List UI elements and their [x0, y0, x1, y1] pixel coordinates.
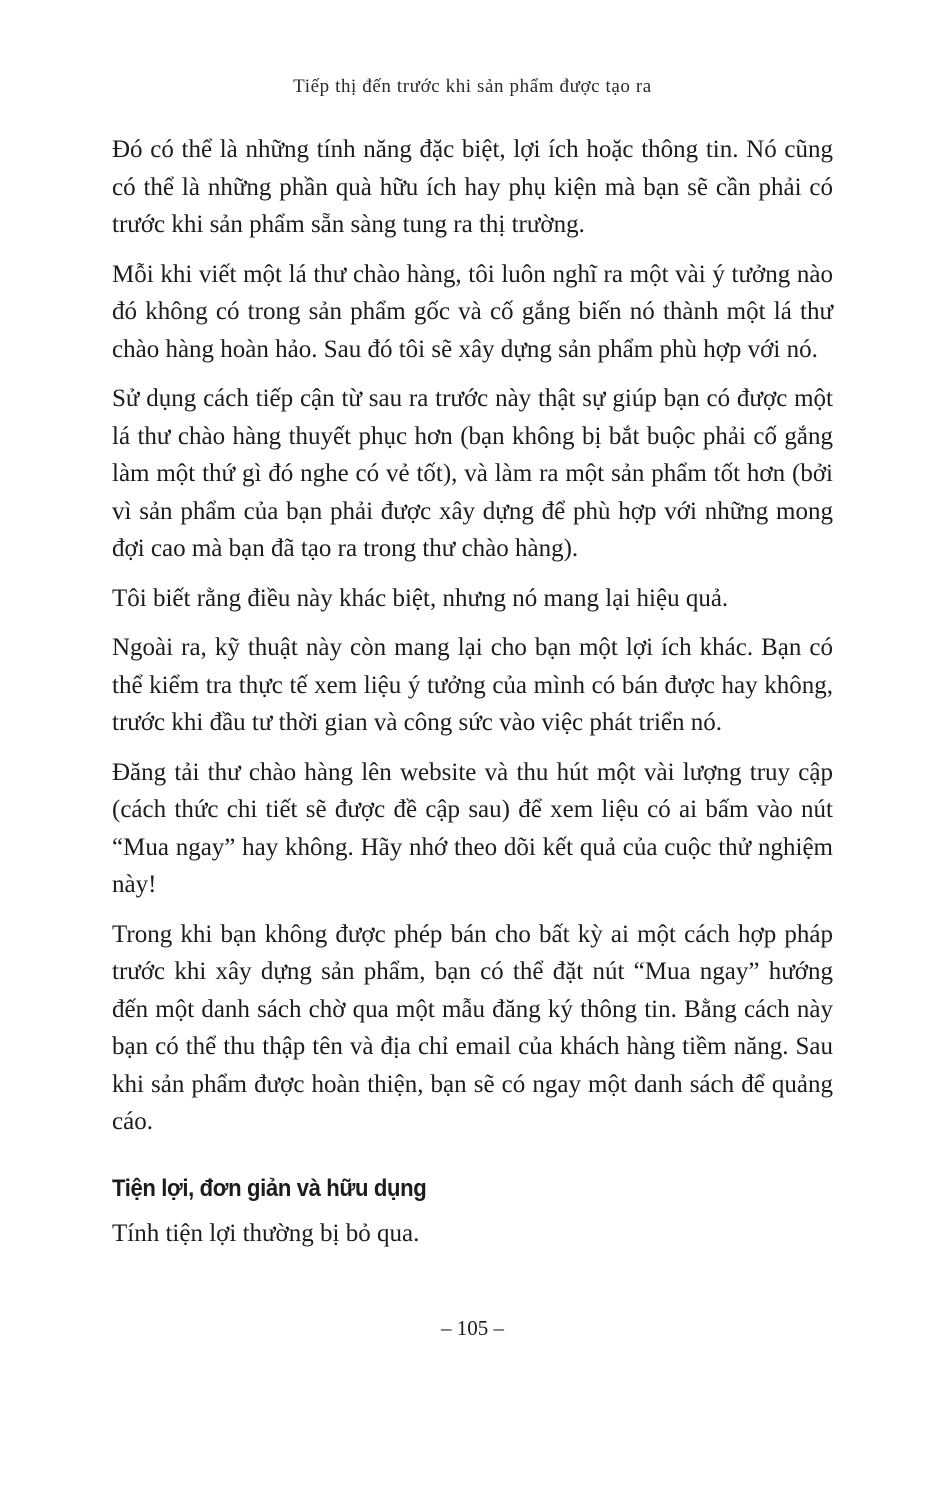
paragraph: Ngoài ra, kỹ thuật này còn mang lại cho bạn một lợi ích khác. Bạn có thể kiểm tra thực tế xem liệu ý tưởng của mình có bán được hay không, trước khi đầu tư thời gian và công sức vào việc phát triển nó. [112, 634, 833, 736]
paragraph: Trong khi bạn không được phép bán cho bất kỳ ai một cách hợp pháp trước khi xây dựng sản phẩm, bạn có thể đặt nút “Mua ngay” hướng đến một danh sách chờ qua một mẫu đăng ký thông tin. Bằng cách này bạn có thể thu thập tên và địa chỉ email của khách hàng tiềm năng. Sau khi sản phẩm được hoàn thiện, bạn sẽ có ngay một danh sách để quảng cáo. [112, 920, 833, 1135]
paragraph: Tôi biết rằng điều này khác biệt, nhưng nó mang lại hiệu quả. [112, 584, 729, 612]
page-body [112, 131, 833, 1264]
paragraph: Sử dụng cách tiếp cận từ sau ra trước này thật sự giúp bạn có được một lá thư chào hàng thuyết phục hơn (bạn không bị bắt buộc phải cố gắng làm một thứ gì đó nghe có vẻ tốt), và làm ra một sản phẩm tốt hơn (bởi vì sản phẩm của bạn phải được xây dựng để phù hợp với những mong đợi cao mà bạn đã tạo ra trong thư chào hàng). [112, 385, 833, 562]
section-heading: Tiện lợi, đơn giản và hữu dụng [112, 1174, 427, 1202]
page-number: – 105 – [441, 1316, 504, 1340]
running-header: Tiếp thị đến trước khi sản phẩm được tạo ra [293, 76, 652, 97]
paragraph: Đăng tải thư chào hàng lên website và thu hút một vài lượng truy cập (cách thức chi tiết sẽ được đề cập sau) để xem liệu có ai bấm vào nút “Mua ngay” hay không. Hãy nhớ theo dõi kết quả của cuộc thử nghiệm này! [112, 758, 833, 898]
paragraph: Đó có thể là những tính năng đặc biệt, lợi ích hoặc thông tin. Nó cũng có thể là những phần quà hữu ích hay phụ kiện mà bạn sẽ cần phải có trước khi sản phẩm sẵn sàng tung ra thị trường. [112, 136, 833, 238]
paragraph: Mỗi khi viết một lá thư chào hàng, tôi luôn nghĩ ra một vài ý tưởng nào đó không có trong sản phẩm gốc và cố gắng biến nó thành một lá thư chào hàng hoàn hảo. Sau đó tôi sẽ xây dựng sản phẩm phù hợp với nó. [112, 260, 833, 363]
closing-paragraph: Tính tiện lợi thường bị bỏ qua. [112, 1219, 420, 1247]
